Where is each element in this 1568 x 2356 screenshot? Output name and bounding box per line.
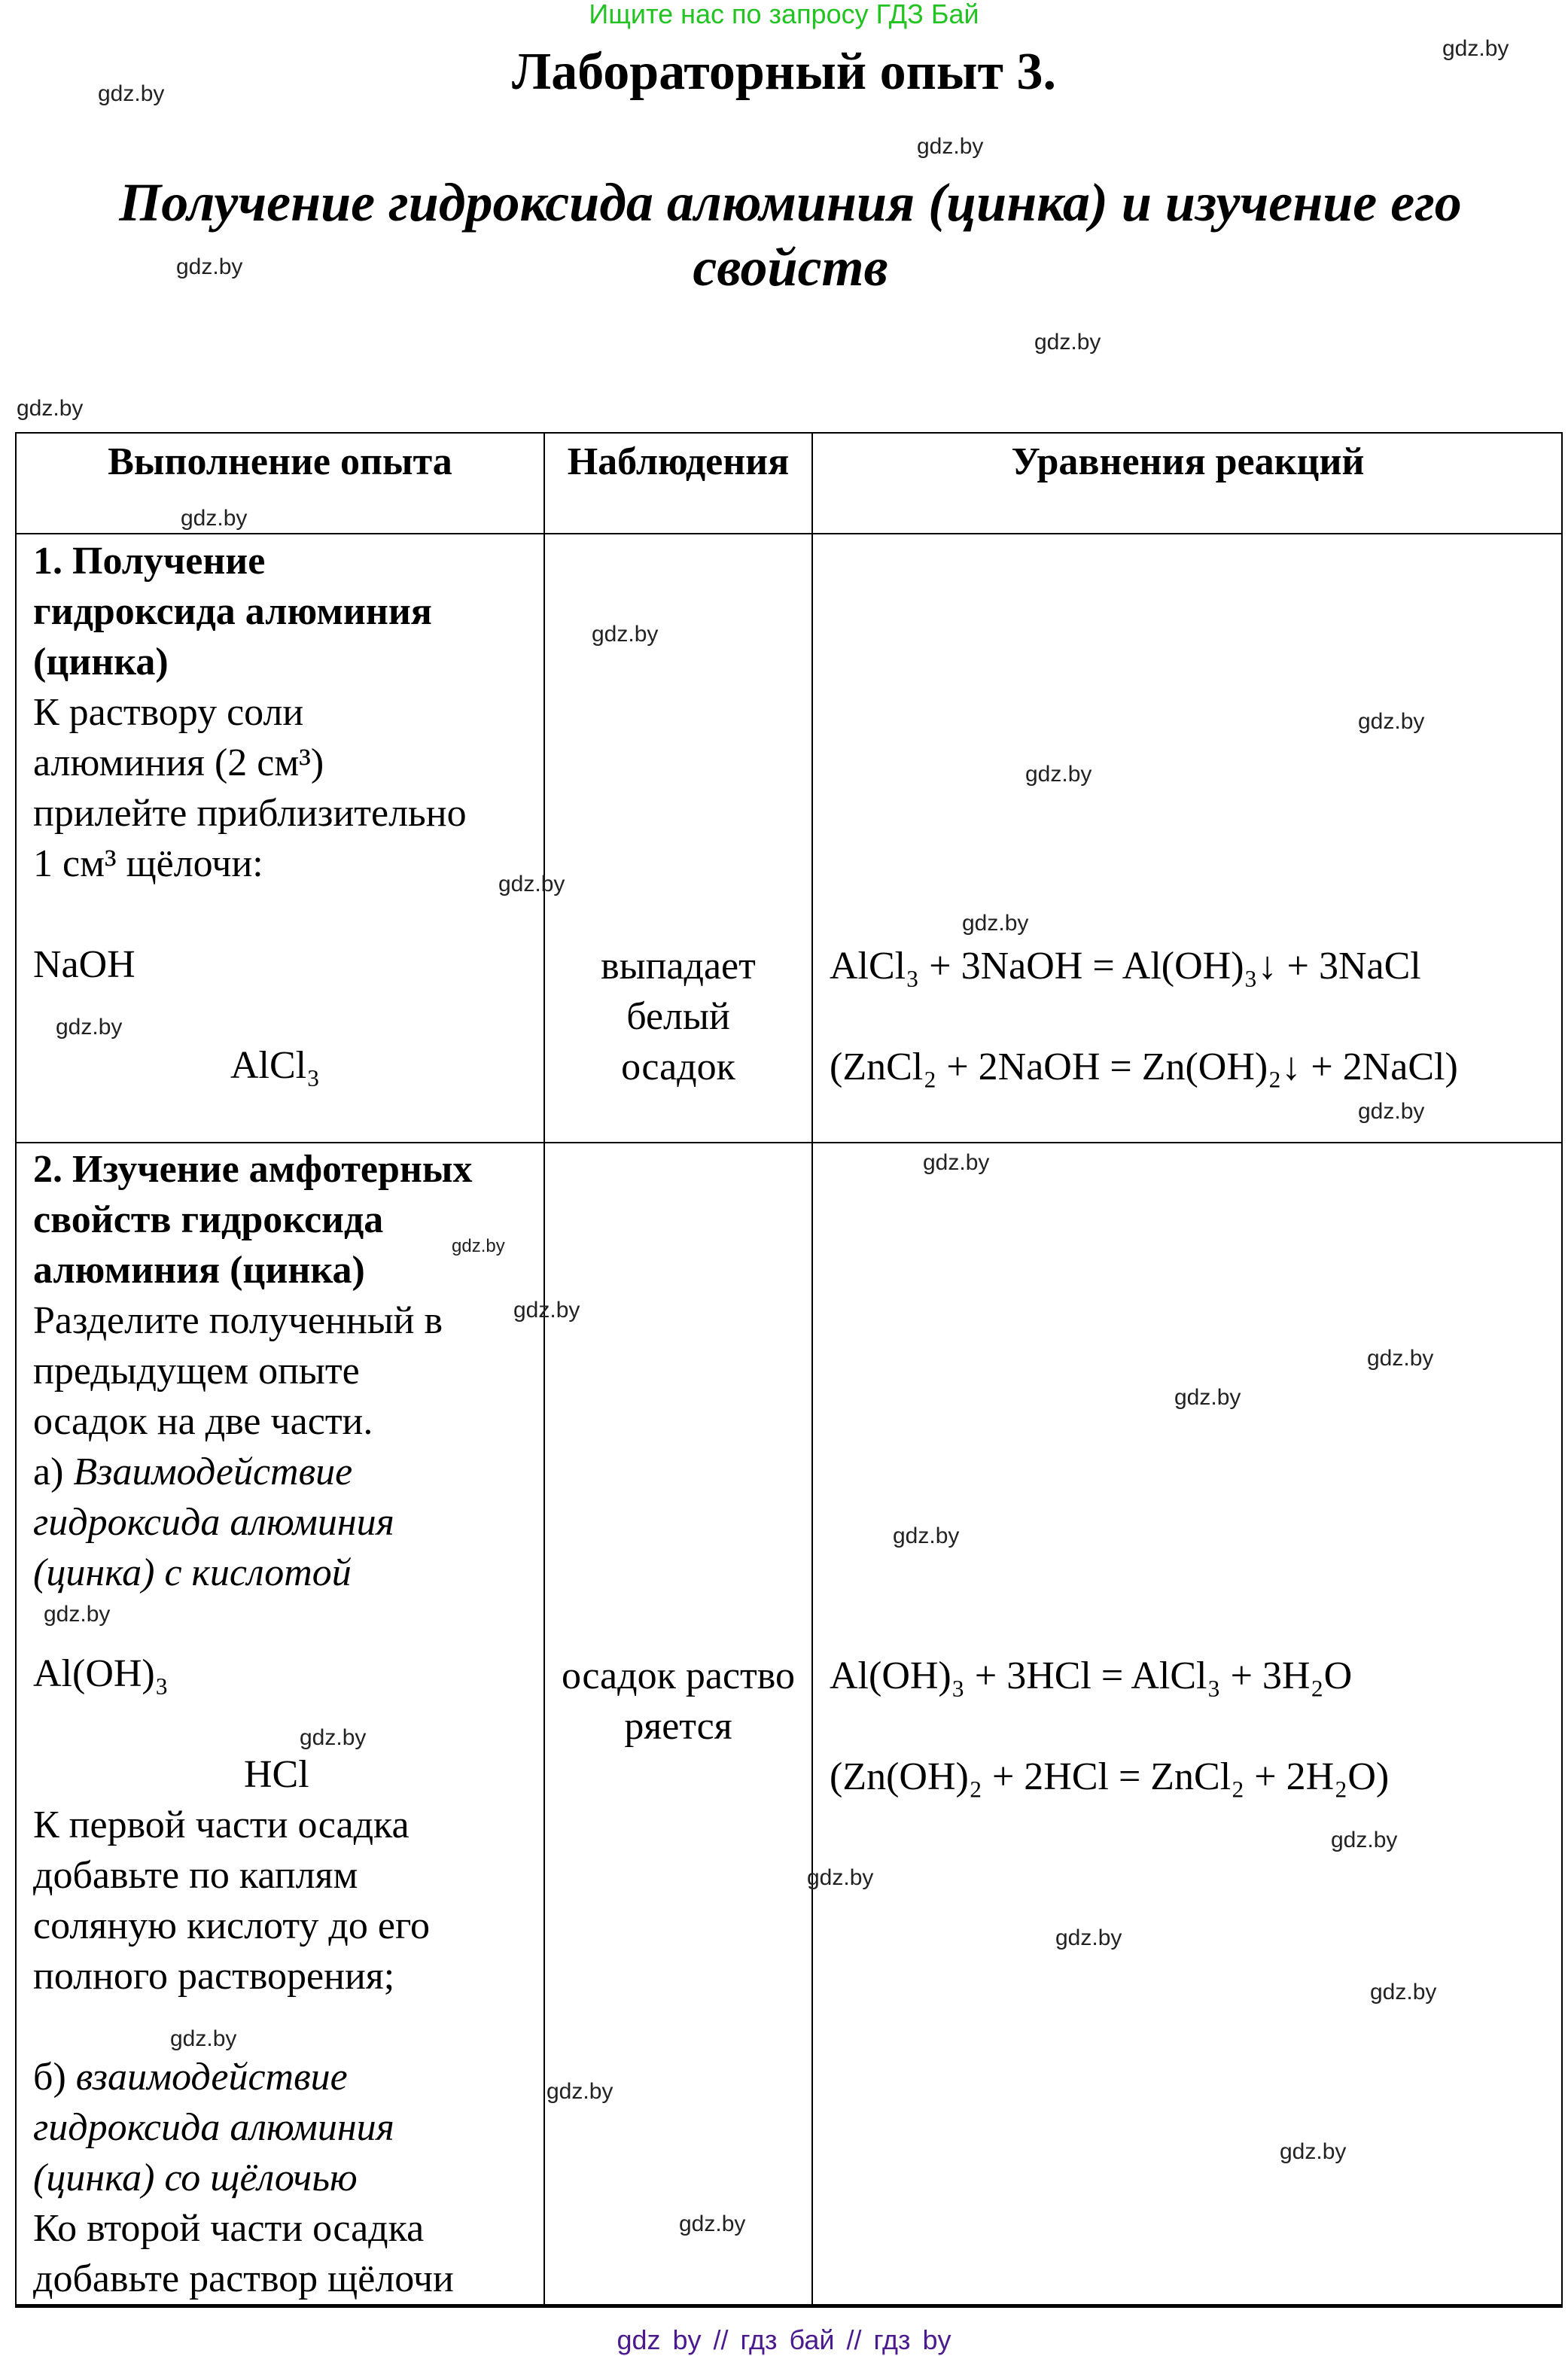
row-divider xyxy=(15,533,1563,534)
watermark: gdz.by xyxy=(917,134,984,159)
part-a-title-line: (цинка) с кислотой xyxy=(33,1551,352,1594)
part-a-text-line: полного растворения; xyxy=(33,1955,395,1998)
part-a-text-line: К первой части осадка xyxy=(33,1804,410,1846)
procedure-text-line: 1 см³ щёлочи: xyxy=(33,842,263,885)
watermark: gdz.by xyxy=(1055,1925,1122,1950)
part-b-text-line: добавьте раствор щёлочи xyxy=(33,2257,454,2300)
procedure-text-line: алюминия (2 см³) xyxy=(33,741,324,784)
watermark: gdz.by xyxy=(452,1236,505,1256)
part-b-title: взаимодействие xyxy=(75,2056,348,2099)
header-observations: Наблюдения xyxy=(567,440,790,483)
search-hint: Ищите нас по запросу ГДЗ Бай xyxy=(589,0,979,29)
watermark: gdz.by xyxy=(962,911,1029,936)
procedure-title-line: алюминия (цинка) xyxy=(33,1249,365,1292)
procedure-title-line: 1. Получение xyxy=(33,540,266,583)
procedure-text-line: К раствору соли xyxy=(33,691,304,734)
scheme-reagent: HCl xyxy=(244,1753,309,1796)
watermark: gdz.by xyxy=(300,1725,367,1750)
observation-line: выпадает xyxy=(601,945,756,988)
watermark: gdz.by xyxy=(44,1602,111,1627)
procedure-text-line: предыдущем опыте xyxy=(33,1350,360,1393)
watermark: gdz.by xyxy=(807,1865,874,1890)
watermark: gdz.by xyxy=(98,81,165,106)
watermark: gdz.by xyxy=(1367,1346,1434,1371)
watermark: gdz.by xyxy=(1370,1980,1437,2004)
row2-equations xyxy=(830,1651,1560,1802)
row1-equations xyxy=(830,941,1560,1092)
observation-line: осадок xyxy=(621,1046,735,1088)
part-a-text-line: добавьте по каплям xyxy=(33,1854,358,1897)
part-a-label: а) xyxy=(33,1450,64,1493)
page-title-container xyxy=(0,42,1568,102)
watermark: gdz.by xyxy=(1358,1099,1425,1124)
row2-observation xyxy=(560,1651,796,1752)
scheme-target: AlCl₃ xyxy=(230,1044,321,1087)
row-divider xyxy=(15,1142,1563,1143)
procedure-text-line: Разделите полученный в xyxy=(33,1299,443,1342)
watermark: gdz.by xyxy=(1025,762,1092,787)
part-a-title-line xyxy=(33,1447,537,1497)
watermark: gdz.by xyxy=(1034,330,1101,355)
row1-procedure xyxy=(33,536,537,1091)
observation-text: осадок растворяется xyxy=(562,1654,795,1748)
watermark: gdz.by xyxy=(181,506,248,531)
page-subtitle: Получение гидроксида алюминия (цинка) и изучение его свойств xyxy=(119,172,1462,297)
watermark: gdz.by xyxy=(1174,1385,1241,1410)
search-hint-container xyxy=(0,0,1568,30)
part-a-text-line: соляную кислоту до его xyxy=(33,1904,430,1947)
procedure-title-line: 2. Изучение амфотерных xyxy=(33,1148,473,1191)
watermark: gdz.by xyxy=(170,2026,237,2051)
footer-links-text[interactable]: gdz by // гдз бай // гдз by xyxy=(617,2324,951,2355)
procedure-title-line: (цинка) xyxy=(33,641,169,683)
watermark: gdz.by xyxy=(176,254,243,279)
observation-line: белый xyxy=(626,995,730,1038)
watermark: gdz.by xyxy=(1280,2139,1347,2164)
procedure-title-line: свойств гидроксида xyxy=(33,1198,384,1241)
page-subtitle-container xyxy=(60,170,1521,300)
scheme-target: Al(OH)₃ xyxy=(33,1652,169,1695)
part-a-title: Взаимодействие xyxy=(73,1450,353,1493)
part-b-title-line xyxy=(33,2052,537,2102)
part-a-title-line: гидроксида алюминия xyxy=(33,1501,394,1544)
watermark: gdz.by xyxy=(923,1150,990,1175)
watermark: gdz.by xyxy=(498,872,565,896)
row2-procedure xyxy=(33,1144,537,2304)
watermark: gdz.by xyxy=(893,1523,960,1548)
watermark: gdz.by xyxy=(1331,1828,1398,1852)
watermark: gdz.by xyxy=(56,1015,123,1040)
equation: (Zn(OH)₂ + 2HCl = ZnCl₂ + 2H₂O) xyxy=(830,1755,1390,1798)
header-equations: Уравнения реакций xyxy=(1011,440,1365,483)
header-procedure: Выполнение опыта xyxy=(108,440,452,483)
footer-links[interactable] xyxy=(0,2324,1568,2356)
part-b-text-line: Ко второй части осадка xyxy=(33,2207,425,2250)
scheme-reagent: NaOH xyxy=(33,943,135,986)
procedure-text-line: осадок на две части. xyxy=(33,1400,373,1443)
equation: (ZnCl₂ + 2NaOH = Zn(OH)₂↓ + 2NaCl) xyxy=(830,1046,1458,1088)
watermark: gdz.by xyxy=(592,622,659,647)
procedure-title-line: гидроксида алюминия xyxy=(33,590,432,633)
row1-observation xyxy=(545,941,811,1092)
procedure-text-line: прилейте приблизительно xyxy=(33,792,467,835)
page-title: Лабораторный опыт 3. xyxy=(512,43,1056,101)
part-b-title-line: гидроксида алюминия xyxy=(33,2106,394,2149)
watermark: gdz.by xyxy=(513,1298,580,1323)
column-divider xyxy=(543,432,545,2308)
equation: Al(OH)₃ + 3HCl = AlCl₃ + 3H₂O xyxy=(830,1654,1353,1697)
equation: AlCl₃ + 3NaOH = Al(OH)₃↓ + 3NaCl xyxy=(830,945,1421,988)
watermark: gdz.by xyxy=(547,2079,613,2104)
watermark: gdz.by xyxy=(17,396,84,421)
part-b-label: б) xyxy=(33,2056,66,2099)
watermark: gdz.by xyxy=(679,2211,746,2236)
column-divider xyxy=(811,432,813,2308)
part-b-title-line: (цинка) со щёлочью xyxy=(33,2157,358,2199)
watermark: gdz.by xyxy=(1442,36,1509,61)
watermark: gdz.by xyxy=(1358,709,1425,734)
